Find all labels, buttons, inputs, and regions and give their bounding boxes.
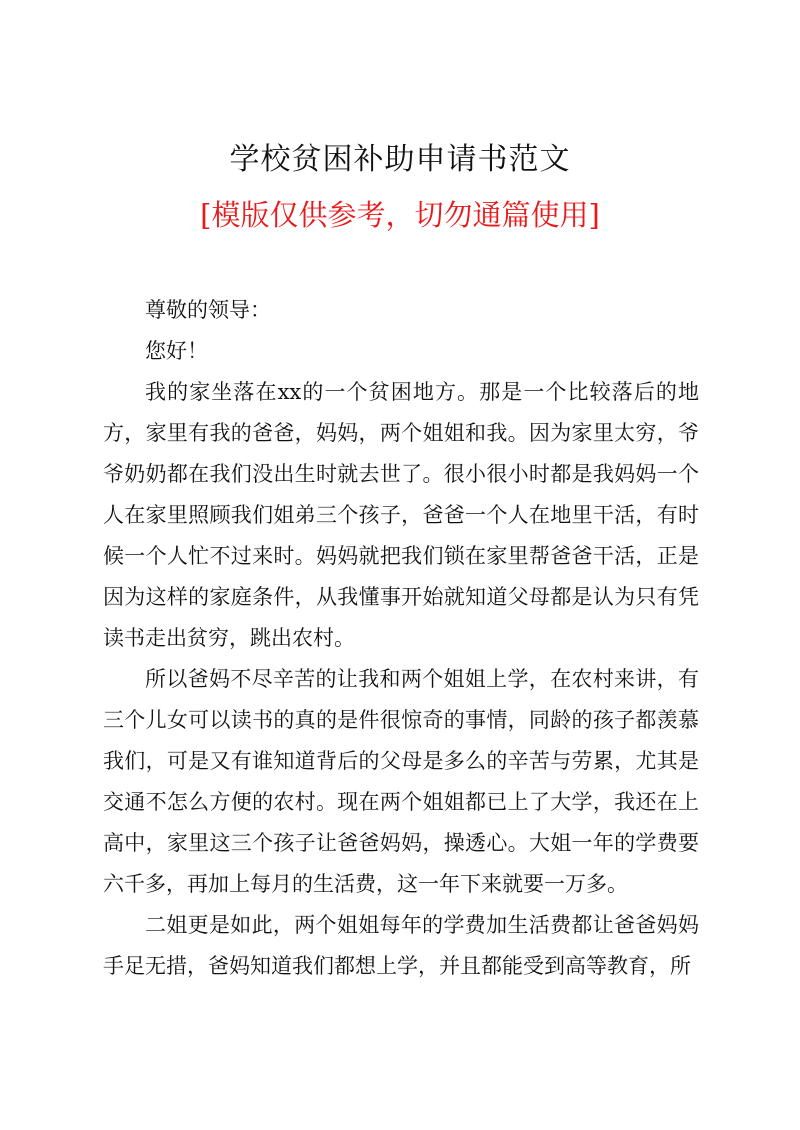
salutation: 尊敬的领导： <box>145 298 271 322</box>
body-paragraph: 二姐更是如此，两个姐姐每年的学费加生活费都让爸爸妈妈手足无措，爸妈知道我们都想上学，并且都能受到高等教育，所 <box>103 913 699 978</box>
document-body <box>103 290 699 987</box>
body-paragraph: 所以爸妈不尽辛苦的让我和两个姐姐上学，在农村来讲，有三个儿女可以读书的真的是件很惊奇的事情，同龄的孩子都羡慕我们，可是又有谁知道背后的父母是多么的辛苦与劳累，尤其是交通不怎么方便的农村。现在两个姐姐都已上了大学，我还在上高中，家里这三个孩子让爸爸妈妈，操透心。大姐一年的学费要六千多，再加上每月的生活费，这一年下来就要一万多。 <box>103 667 699 896</box>
document-title: 学校贫困补助申请书范文 <box>229 142 571 177</box>
greeting: 您好！ <box>145 339 208 363</box>
body-paragraph: 我的家坐落在xx的一个贫困地方。那是一个比较落后的地方，家里有我的爸爸，妈妈，两个姐姐和我。因为家里太穷，爷爷奶奶都在我们没出生时就去世了。很小很小时都是我妈妈一个人在家里照顾我们姐弟三个孩子，爸爸一个人在地里干活，有时候一个人忙不过来时。妈妈就把我们锁在家里帮爸爸干活，正是因为这样的家庭条件，从我懂事开始就知道父母都是认为只有凭读书走出贫穷，跳出农村。 <box>103 380 699 650</box>
document-subtitle: [模版仅供参考，切勿通篇使用] <box>200 198 600 232</box>
